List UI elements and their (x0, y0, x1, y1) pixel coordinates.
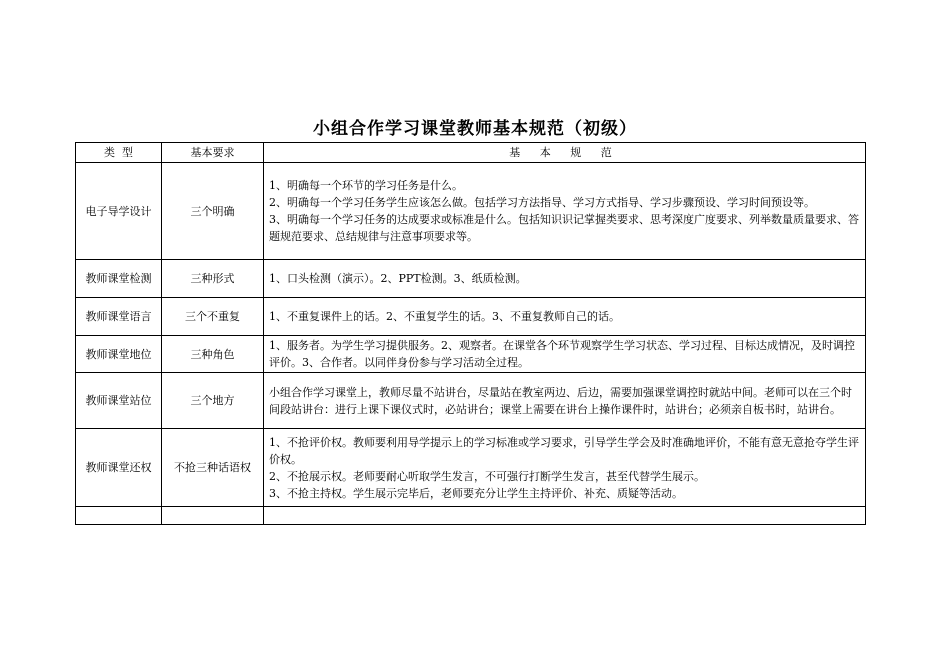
table-row (76, 429, 866, 507)
norm-line: 1、服务者。为学生学习提供服务。2、观察者。在课堂各个环节观察学生学习状态、学习过程、目标达成情况，及时调控评价。3、合作者。以同伴身份参与学习活动全过程。 (269, 339, 855, 369)
table-row (76, 163, 866, 260)
header-requirement: 基本要求 (162, 143, 264, 163)
row-norm-cell (264, 260, 866, 298)
table-row (76, 336, 866, 373)
row-requirement-cell: 三种形式 (162, 260, 264, 298)
header-norm: 基 本 规 范 (264, 143, 866, 163)
row-type-cell (76, 507, 162, 525)
norm-line: 小组合作学习课堂上，教师尽量不站讲台，尽量站在教室两边、后边，需要加强课堂调控时就站中间。老师可以在三个时间段站讲台：进行上课下课仪式时，必站讲台；课堂上需要在讲台上操作课件时，站讲台；必须亲自板书时，站讲台。 (269, 385, 852, 416)
table-header-row (76, 143, 866, 163)
row-norm-cell (264, 298, 866, 336)
norm-line: 3、明确每一个学习任务的达成要求或标准是什么。包括知识识记掌握类要求、思考深度广度要求、列举数量质量要求、答题规范要求、总结规律与注意事项要求等。 (269, 213, 859, 243)
norms-table (75, 142, 866, 525)
norm-line: 3、不抢主持权。学生展示完毕后，老师要充分让学生主持评价、补充、质疑等活动。 (269, 486, 683, 500)
row-type-cell: 教师课堂语言 (76, 298, 162, 336)
row-norm-cell (264, 336, 866, 373)
row-requirement-cell: 不抢三种话语权 (162, 429, 264, 507)
norm-line: 1、口头检测（演示）。2、PPT检测。3、纸质检测。 (269, 272, 527, 285)
header-type: 类 型 (76, 143, 162, 163)
table-row-empty (76, 507, 866, 525)
row-requirement-cell: 三个明确 (162, 163, 264, 260)
table-row (76, 373, 866, 429)
norm-line: 1、明确每一个环节的学习任务是什么。 (269, 179, 463, 192)
row-type-cell: 电子导学设计 (76, 163, 162, 260)
document-title: 小组合作学习课堂教师基本规范（初级） (313, 119, 637, 139)
row-requirement-cell (162, 507, 264, 525)
row-type-cell: 教师课堂地位 (76, 336, 162, 373)
row-norm-cell (264, 163, 866, 260)
row-type-cell: 教师课堂站位 (76, 373, 162, 429)
row-norm-cell (264, 373, 866, 429)
row-type-cell: 教师课堂检测 (76, 260, 162, 298)
row-norm-cell (264, 429, 866, 507)
table-row (76, 298, 866, 336)
norm-line: 1、不重复课件上的话。2、不重复学生的话。3、不重复教师自己的话。 (269, 310, 620, 323)
row-requirement-cell: 三个不重复 (162, 298, 264, 336)
row-norm-cell (264, 507, 866, 525)
row-type-cell: 教师课堂还权 (76, 429, 162, 507)
row-requirement-cell: 三个地方 (162, 373, 264, 429)
norm-line: 1、不抢评价权。教师要利用导学提示上的学习标准或学习要求，引导学生学会及时准确地评价，不能有意无意抢夺学生评价权。 (269, 435, 859, 466)
norm-line: 2、不抢展示权。老师要耐心听取学生发言，不可强行打断学生发言，甚至代替学生展示。 (269, 469, 705, 483)
row-requirement-cell: 三种角色 (162, 336, 264, 373)
table-row (76, 260, 866, 298)
norm-line: 2、明确每一个学习任务学生应该怎么做。包括学习方法指导、学习方式指导、学习步骤预设、学习时间预设等。 (269, 196, 815, 209)
